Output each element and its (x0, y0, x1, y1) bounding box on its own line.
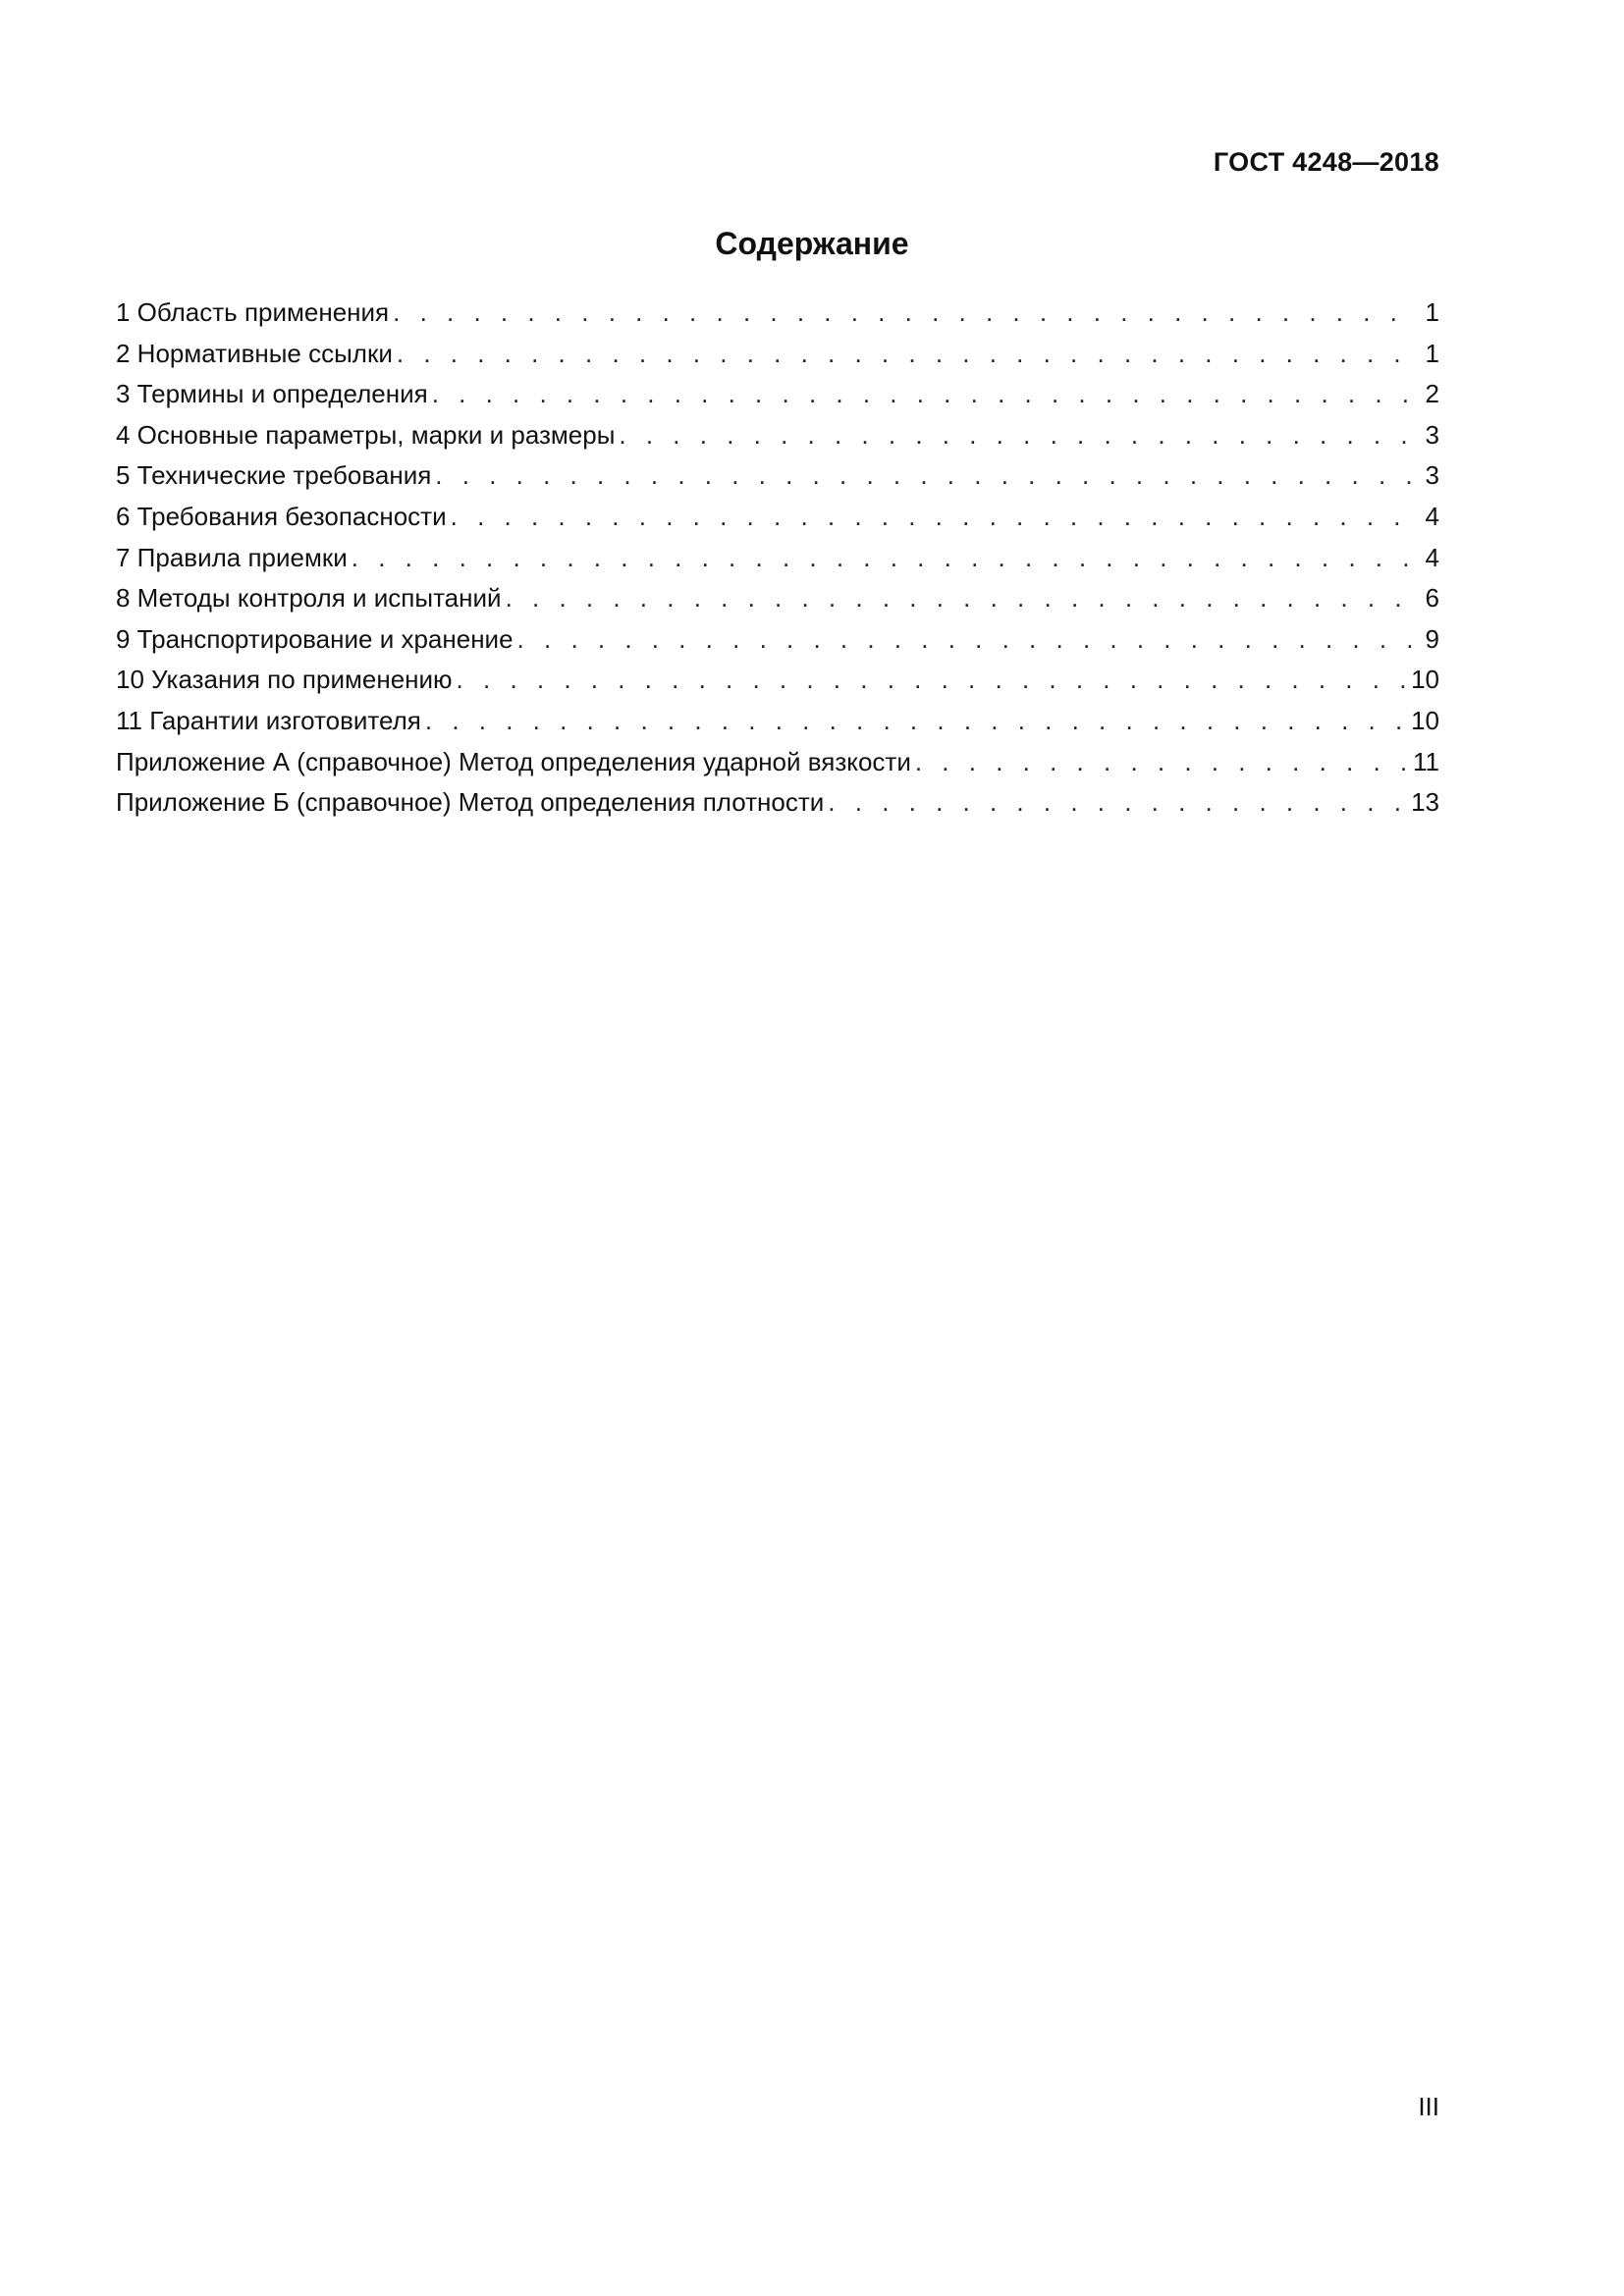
toc-dot-leader (457, 660, 1406, 701)
toc-entry[interactable] (116, 497, 1439, 538)
toc-dot-leader (828, 782, 1405, 824)
toc-entry-label: 8 Методы контроля и испытаний (116, 583, 502, 614)
toc-dot-leader (915, 742, 1407, 783)
toc-entry-page: 1 (1425, 297, 1439, 327)
toc-dot-leader (517, 619, 1414, 661)
toc-dot-leader (397, 334, 1414, 375)
toc-entry-page: 6 (1425, 583, 1439, 614)
toc-dot-leader (451, 497, 1414, 538)
toc-entry[interactable] (116, 293, 1439, 334)
toc-entry-page: 11 (1413, 746, 1439, 776)
toc-dot-leader (506, 578, 1414, 619)
toc-entry-label: Приложение Б (справочное) Метод определения плотности (116, 787, 825, 818)
toc-entry-page: 2 (1425, 379, 1439, 409)
toc-entry[interactable] (116, 578, 1439, 619)
toc-entry[interactable] (116, 660, 1439, 701)
toc-entry[interactable] (116, 455, 1439, 497)
toc-title: Содержание (715, 226, 909, 261)
toc-entry[interactable] (116, 782, 1439, 824)
toc-entry[interactable] (116, 742, 1439, 783)
toc-entry-page: 9 (1425, 623, 1439, 654)
page-number: III (1418, 2092, 1439, 2121)
toc-entry-page: 10 (1411, 705, 1439, 735)
toc-entry-label: 4 Основные параметры, марки и размеры (116, 419, 616, 450)
toc-entry-page: 10 (1411, 665, 1439, 695)
toc-entry[interactable] (116, 538, 1439, 579)
toc-dot-leader (393, 293, 1414, 334)
toc-dot-leader (435, 455, 1414, 497)
toc-entry[interactable] (116, 619, 1439, 661)
toc-entry-label: 2 Нормативные ссылки (116, 338, 393, 368)
toc-entry-label: 3 Термины и определения (116, 379, 428, 409)
toc-entry-page: 3 (1425, 460, 1439, 491)
toc-entry-label: 11 Гарантии изготовителя (116, 705, 421, 735)
toc-entry-label: 6 Требования безопасности (116, 501, 447, 531)
toc-dot-leader (432, 374, 1414, 415)
toc-entry[interactable] (116, 415, 1439, 456)
toc-entry[interactable] (116, 334, 1439, 375)
table-of-contents (116, 293, 1439, 824)
toc-entry[interactable] (116, 701, 1439, 742)
toc-entry-label: Приложение А (справочное) Метод определения ударной вязкости (116, 746, 911, 776)
toc-dot-leader (425, 701, 1405, 742)
document-code: ГОСТ 4248—2018 (1213, 147, 1439, 177)
toc-entry-page: 13 (1411, 787, 1439, 818)
toc-entry-page: 1 (1425, 338, 1439, 368)
toc-entry-page: 4 (1425, 542, 1439, 572)
toc-entry[interactable] (116, 374, 1439, 415)
toc-entry-page: 3 (1425, 419, 1439, 450)
toc-entry-label: 7 Правила приемки (116, 542, 348, 572)
toc-entry-label: 1 Область применения (116, 297, 390, 327)
toc-dot-leader (352, 538, 1414, 579)
toc-entry-label: 9 Транспортирование и хранение (116, 623, 514, 654)
toc-entry-label: 10 Указания по применению (116, 665, 453, 695)
toc-entry-label: 5 Технические требования (116, 460, 432, 491)
toc-dot-leader (619, 415, 1414, 456)
toc-entry-page: 4 (1425, 501, 1439, 531)
